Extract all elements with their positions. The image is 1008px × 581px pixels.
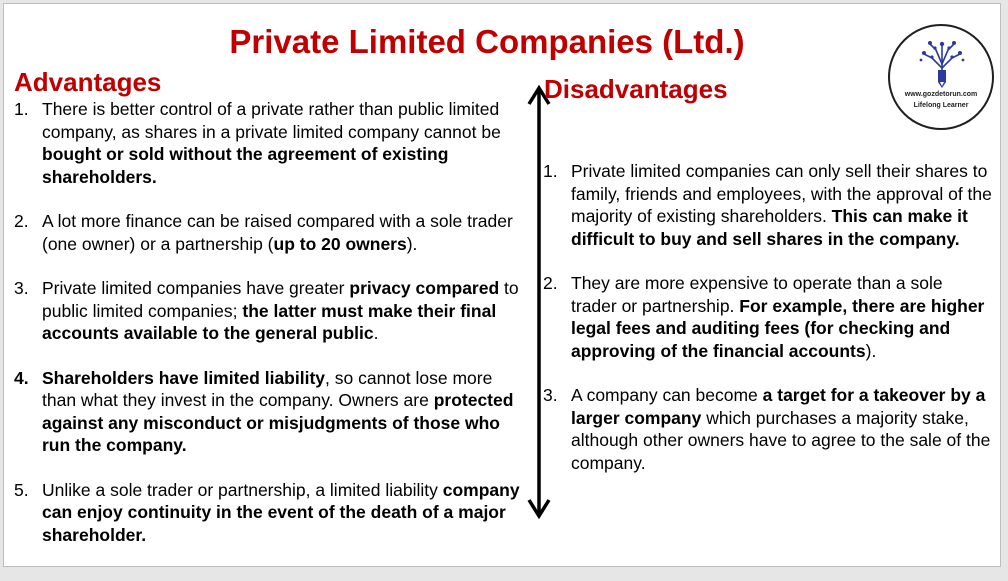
- disadvantage-item-text: A company can become: [571, 385, 763, 405]
- advantage-item-text: company can enjoy continuity in the event of the death of a major shareholder.: [42, 479, 520, 545]
- disadvantages-list: [543, 160, 993, 496]
- advantage-item-text: protected against any misconduct or misjudgments of those who run the company.: [42, 390, 514, 455]
- advantage-item-text: ).: [406, 233, 418, 254]
- advantage-item-number: 5.: [14, 479, 29, 500]
- advantage-item-text: Shareholders have limited liability: [42, 367, 326, 388]
- advantage-item: [14, 277, 526, 345]
- disadvantage-item-text: This can make it difficult to buy and sell shares in the company.: [571, 206, 968, 249]
- advantage-item: [14, 367, 526, 457]
- advantage-item: [14, 210, 526, 255]
- logo: [888, 24, 994, 130]
- advantage-item-text: bought or sold without the agreement of existing shareholders.: [42, 144, 449, 187]
- advantage-item-number: 4.: [14, 367, 29, 388]
- advantages-list: [14, 98, 526, 568]
- advantage-item-text: Unlike a sole trader or partnership, a limited liability: [42, 479, 443, 500]
- disadvantages-heading: Disadvantages: [544, 74, 728, 104]
- advantage-item-text: privacy compared: [349, 278, 500, 298]
- slide: [3, 3, 1001, 567]
- advantage-item-text: Private limited companies have greater: [42, 278, 350, 298]
- advantage-item-text: up to 20 owners: [273, 233, 407, 254]
- disadvantage-item-number: 1.: [543, 161, 558, 181]
- tree-pencil-icon: [916, 38, 968, 90]
- advantage-item: [14, 479, 526, 547]
- advantage-item-number: 2.: [14, 211, 29, 231]
- advantage-item-text: There is better control of a private rather than public limited company, as shares in a private limited company cannot be: [42, 99, 501, 142]
- disadvantage-item-text: They are more expensive to operate than a sole trader or partnership.: [571, 273, 943, 316]
- disadvantage-item-text: For example, there are higher legal fees and auditing fees (for checking and approving of the financial accounts: [571, 295, 985, 361]
- advantage-item-number: 3.: [14, 278, 29, 298]
- disadvantage-item-number: 3.: [543, 385, 558, 405]
- advantages-heading: Advantages: [14, 67, 162, 97]
- logo-url: www.gozdetorun.com: [904, 91, 978, 98]
- advantage-item-text: .: [373, 323, 379, 343]
- disadvantage-item-text: which purchases a majority stake, although other owners have to agree to the sale of the company.: [571, 407, 991, 473]
- advantage-item-text: A lot more finance can be raised compared with a sole trader (one owner) or a partnership (: [42, 211, 513, 254]
- disadvantage-item-text: Private limited companies can only sell their shares to family, friends and employees, with the approval of the majority of existing shareholders.: [571, 161, 992, 226]
- disadvantage-item-text: a target for a takeover by a larger company: [571, 385, 986, 428]
- advantage-item-text: the latter must make their final accounts available to the general public: [42, 300, 497, 343]
- advantage-item: [14, 98, 526, 188]
- advantage-item-number: 1.: [14, 99, 29, 119]
- disadvantage-item: [543, 384, 993, 474]
- advantage-item-text: to public limited companies;: [42, 278, 519, 321]
- disadvantage-item-text: ).: [865, 340, 877, 361]
- logo-tagline: Lifelong Learner: [913, 102, 969, 109]
- advantage-item-text: , so cannot lose more than what they invest in the company. Owners are: [42, 367, 493, 410]
- disadvantage-item-number: 2.: [543, 273, 558, 293]
- disadvantage-item: [543, 272, 993, 362]
- slide-title: Private Limited Companies (Ltd.): [229, 23, 745, 60]
- disadvantage-item: [543, 160, 993, 250]
